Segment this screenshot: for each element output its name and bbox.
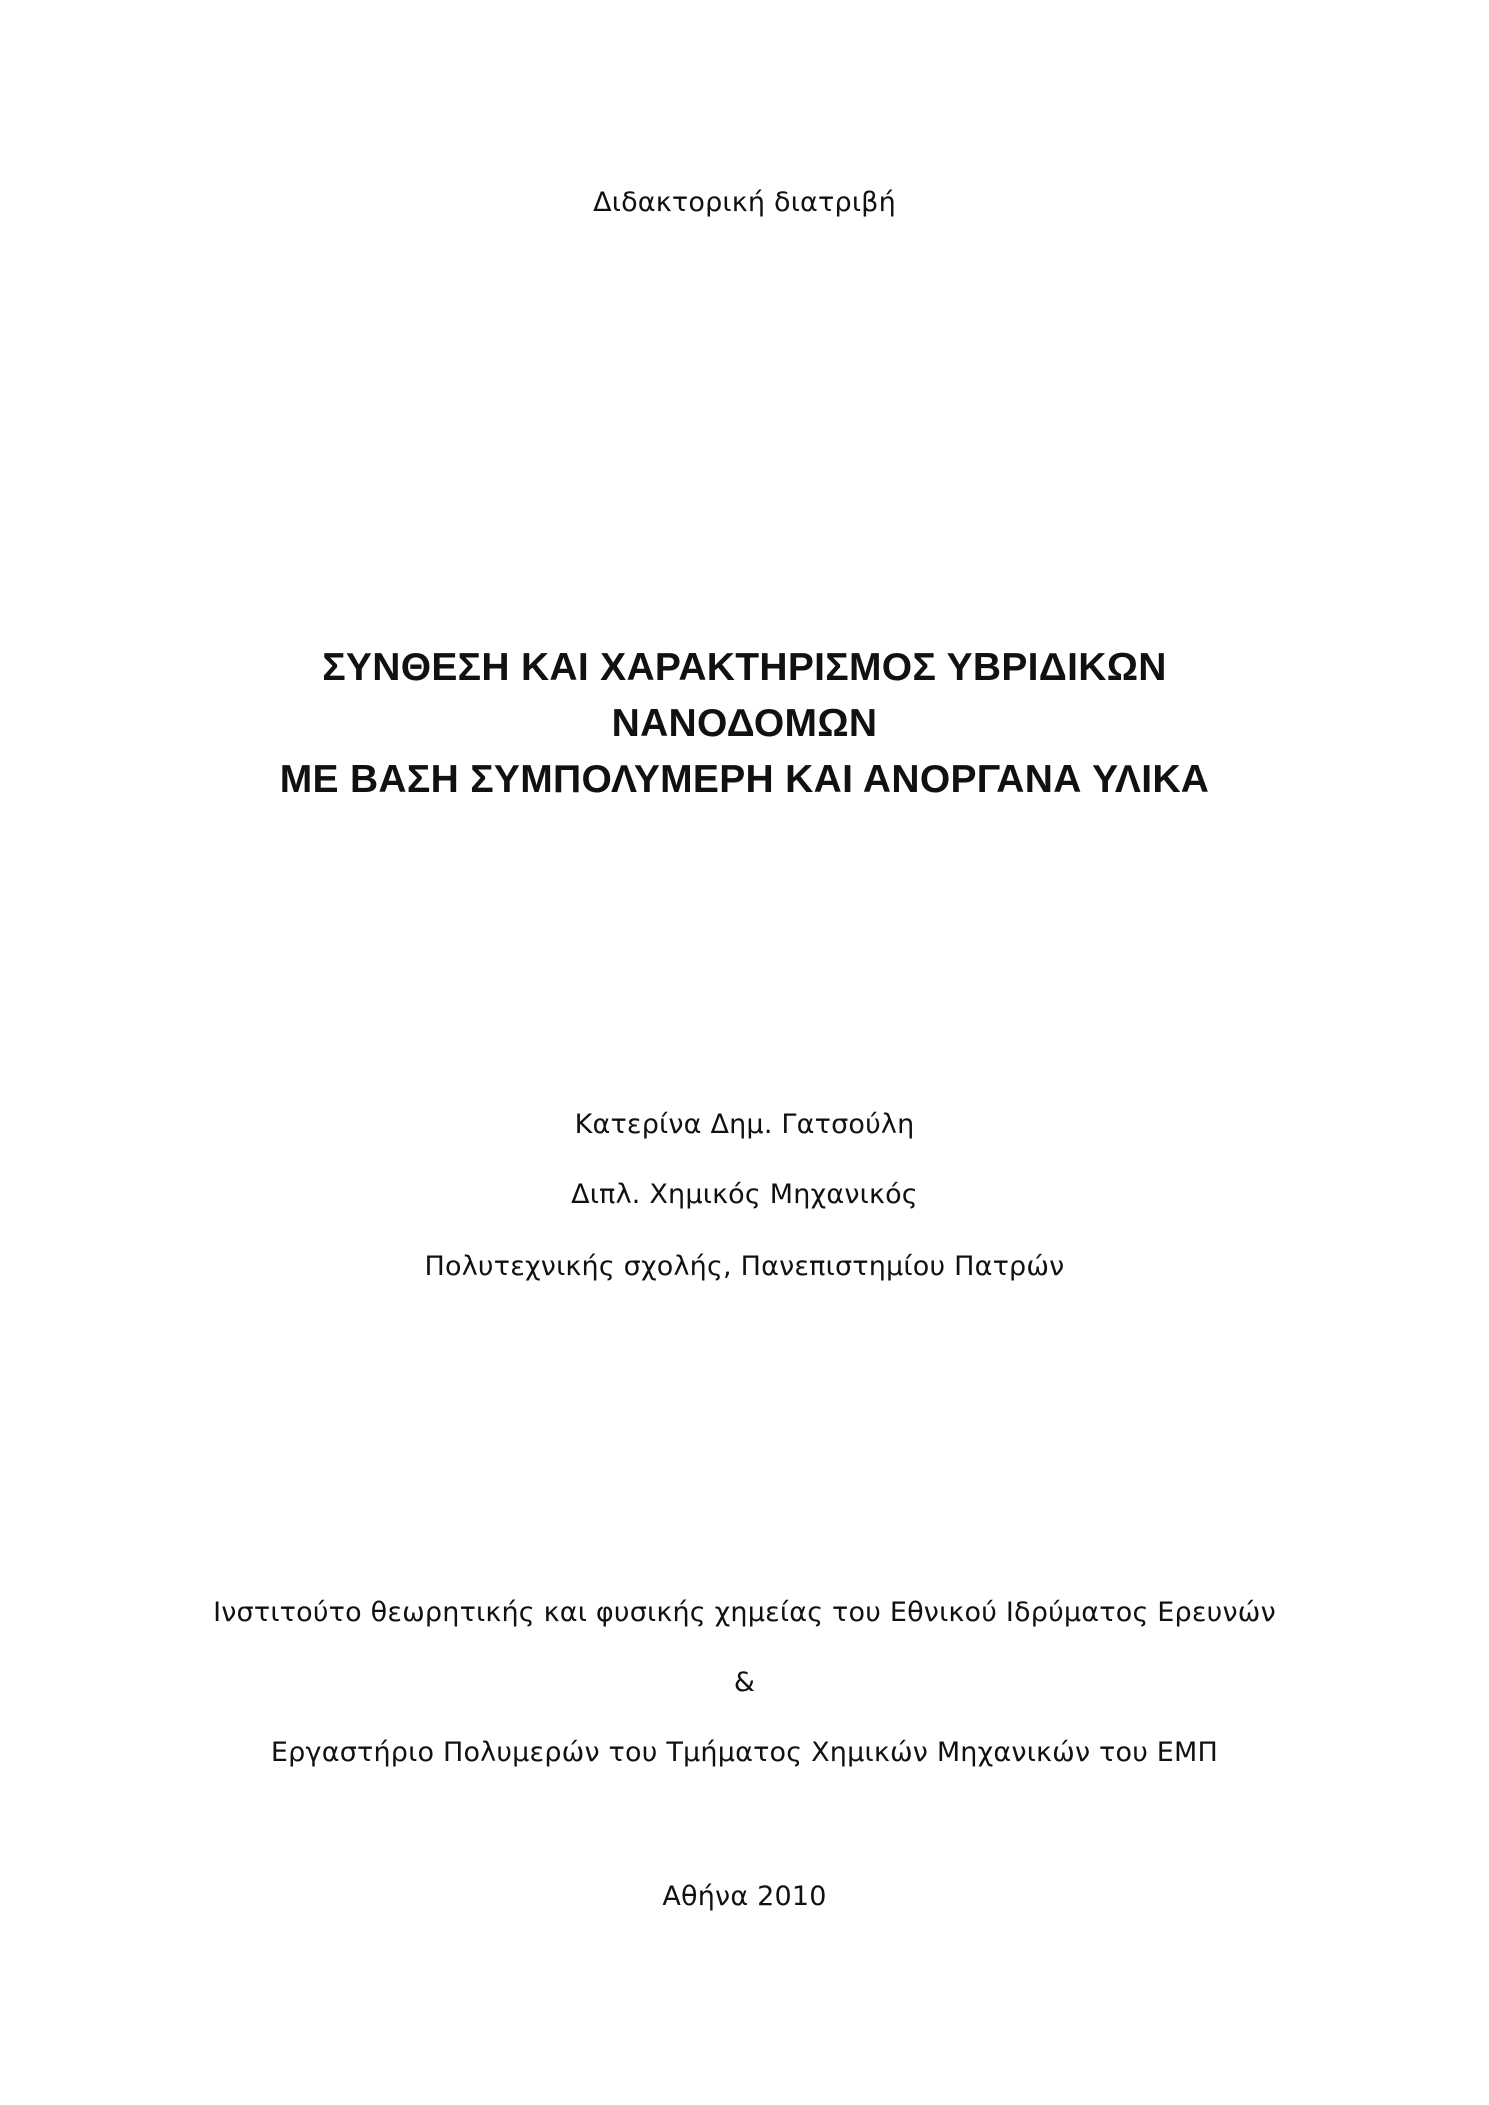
title-line-1: ΣΥΝΘΕΣΗ ΚΑΙ ΧΑΡΑΚΤΗΡΙΣΜΟΣ ΥΒΡΙΔΙΚΩΝ	[322, 646, 1167, 689]
place-date: Αθήνα 2010	[662, 1881, 827, 1912]
document-type: Διδακτορική διατριβή	[593, 187, 896, 218]
author-name: Κατερίνα Δημ. Γατσούλη	[574, 1109, 915, 1140]
title-line-3: ΜΕ ΒΑΣΗ ΣΥΜΠΟΛΥΜΕΡΗ ΚΑΙ ΑΝΟΡΓΑΝΑ ΥΛΙΚΑ	[279, 758, 1210, 801]
institution-second: Εργαστήριο Πολυμερών του Τμήματος Χημικών Μηχανικών του ΕΜΠ	[270, 1737, 1219, 1768]
author-degree: Διπλ. Χημικός Μηχανικός	[571, 1179, 918, 1210]
title-line-2: ΝΑΝΟΔΟΜΩΝ	[611, 702, 878, 745]
author-school: Πολυτεχνικής σχολής, Πανεπιστημίου Πατρών	[424, 1251, 1065, 1282]
institution-first: Ινστιτούτο θεωρητικής και φυσικής χημείας του Εθνικού Ιδρύματος Ερευνών	[213, 1597, 1276, 1628]
institution-connector: &	[733, 1667, 756, 1698]
